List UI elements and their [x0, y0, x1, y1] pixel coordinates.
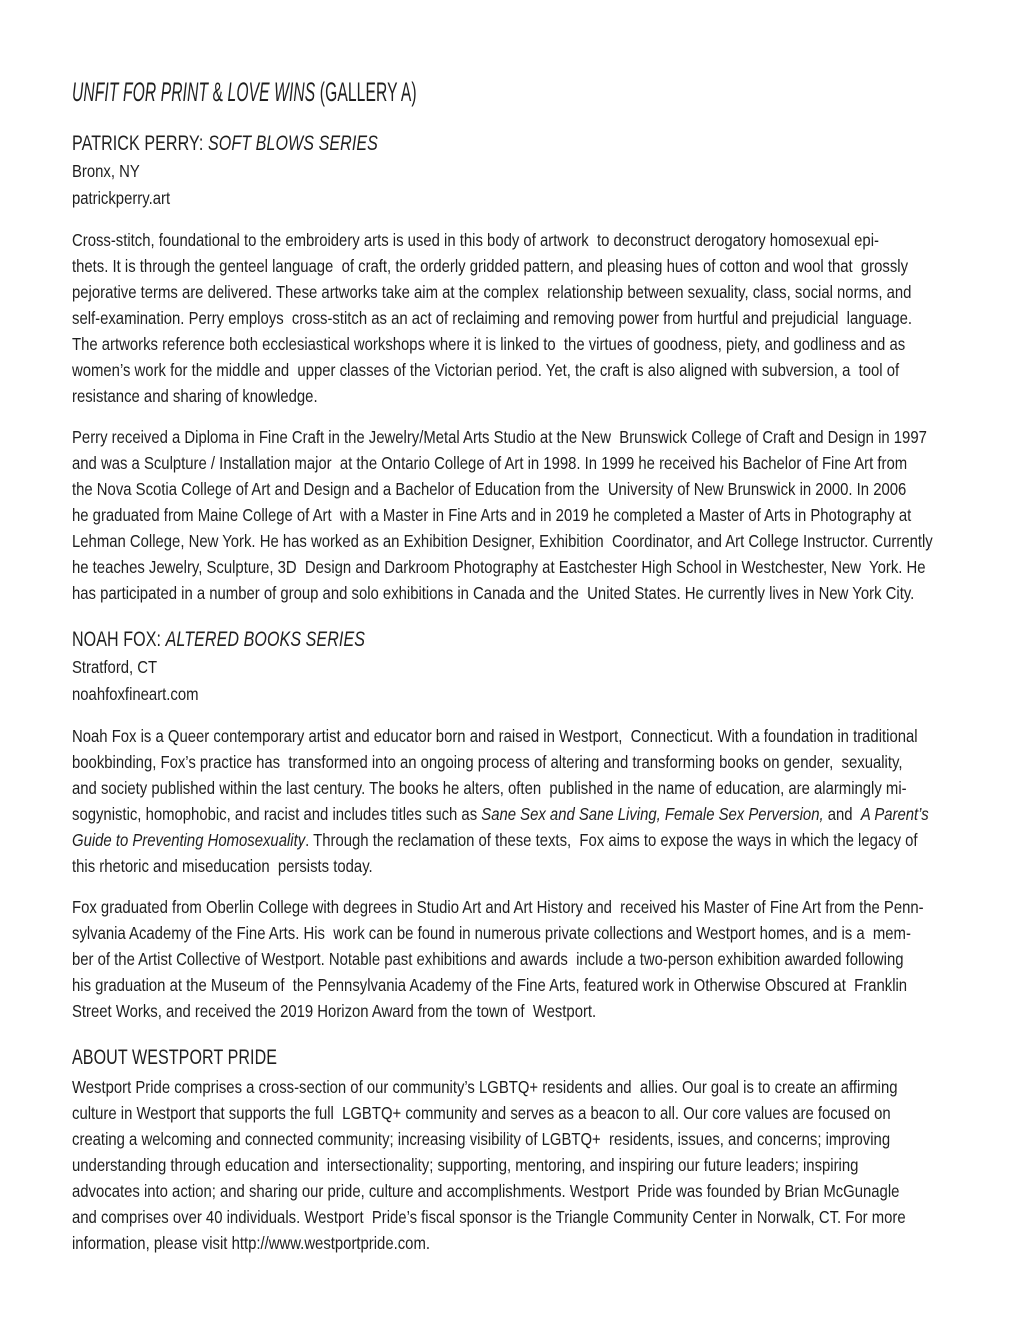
section-patrick-perry: [72, 130, 982, 606]
artist-heading-patrick-perry: PATRICK PERRY: SOFT BLOWS SERIES: [72, 132, 378, 155]
section-about-westport-pride: [72, 1044, 982, 1256]
paragraph-artist-statement: Cross-stitch, foundational to the embroidery arts is used in this body of artwork to deconstruct derogatory homosexual epi- thets. It is through the genteel language of craft, the orderly gridded pattern, and pleasing hues of cotton and wool that grossly pejorative terms are delivered. These artworks take aim at the complex relationship between sexuality, class, social norms, and self-examination. Perry employs cross-stitch as an act of reclaiming and removing power from hurtful and prejudicial language. The artworks reference both ecclesiastical workshops where it is linked to the virtues of goodness, piety, and godliness and as women’s work for the middle and upper classes of the Victorian period. Yet, the craft is also aligned with subversion, a tool of resistance and sharing of knowledge.: [72, 230, 913, 406]
artist-heading-noah-fox: NOAH FOX: ALTERED BOOKS SERIES: [72, 628, 366, 651]
page-title: UNFIT FOR PRINT & LOVE WINS (GALLERY A): [72, 77, 417, 107]
section-noah-fox: [72, 626, 982, 1024]
paragraph-artist-bio: Perry received a Diploma in Fine Craft in the Jewelry/Metal Arts Studio at the New Brunswick College of Craft and Design in 1997 and was a Sculpture / Installation major at the Ontario College of Art in 1998. In 1999 he received his Bachelor of Fine Art from the Nova Scotia College of Art and Design and a Bachelor of Education from the University of New Brunswick in 2000. In 2006 he graduated from Maine College of Art with a Master in Fine Arts and in 2019 he completed a Master of Arts in Photography at Lehman College, New York. He has worked as an Exhibition Designer, Exhibition Coordinator, and Art College Instructor. Currently he teaches Jewelry, Sculpture, 3D Design and Darkroom Photography at Eastchester High School in Westchester, New York. He has participated in a number of group and solo exhibitions in Canada and the United States. He currently lives in New York City.: [72, 427, 933, 603]
artist-website: noahfoxfineart.com: [72, 684, 199, 704]
artist-location: Stratford, CT: [72, 657, 158, 677]
about-heading: ABOUT WESTPORT PRIDE: [72, 1046, 278, 1069]
text-column: [72, 78, 982, 1256]
artist-location: Bronx, NY: [72, 161, 140, 181]
artist-website: patrickperry.art: [72, 188, 171, 208]
paragraph-artist-statement: Noah Fox is a Queer contemporary artist and educator born and raised in Westport, Connecticut. With a foundation in traditional bookbinding, Fox’s practice has transformed into an ongoing process of altering and transforming books on gender, sexuality, and society published within the last century. The books he alters, often published in the name of education, are alarmingly mi- sogynistic, homophobic, and racist and includes titles such as Sane Sex and Sane Living, Female Sex Perversion, and A Parent’s Guide to Preventing Homosexuality. Through the reclamation of these texts, Fox aims to expose the ways in which the legacy of this rhetoric and miseducation persists today.: [72, 726, 929, 876]
paragraph-artist-bio: Fox graduated from Oberlin College with degrees in Studio Art and Art History and received his Master of Fine Art from the Penn- sylvania Academy of the Fine Arts. His work can be found in numerous private collections and Westport homes, and is a mem- ber of the Artist Collective of Westport. Notable past exhibitions and awards include a two-person exhibition awarded following his graduation at the Museum of the Pennsylvania Academy of the Fine Arts, featured work in Otherwise Obscured at Franklin Street Works, and received the 2019 Horizon Award from the town of Westport.: [72, 897, 924, 1021]
paragraph-about: Westport Pride comprises a cross-section of our community’s LGBTQ+ residents and allies. Our goal is to create an affirming culture in Westport that supports the full LGBTQ+ community and serves as a beacon to all. Our core values are focused on creating a welcoming and connected community; increasing visibility of LGBTQ+ residents, issues, and concerns; improving understanding through education and intersectionality; supporting, mentoring, and inspiring our future leaders; inspiring advocates into action; and sharing our pride, culture and accomplishments. Westport Pride was founded by Brian McGunagle and comprises over 40 individuals. Westport Pride’s fiscal sponsor is the Triangle Community Center in Norwalk, CT. For more information, please visit http://www.westportpride.com.: [72, 1077, 906, 1253]
